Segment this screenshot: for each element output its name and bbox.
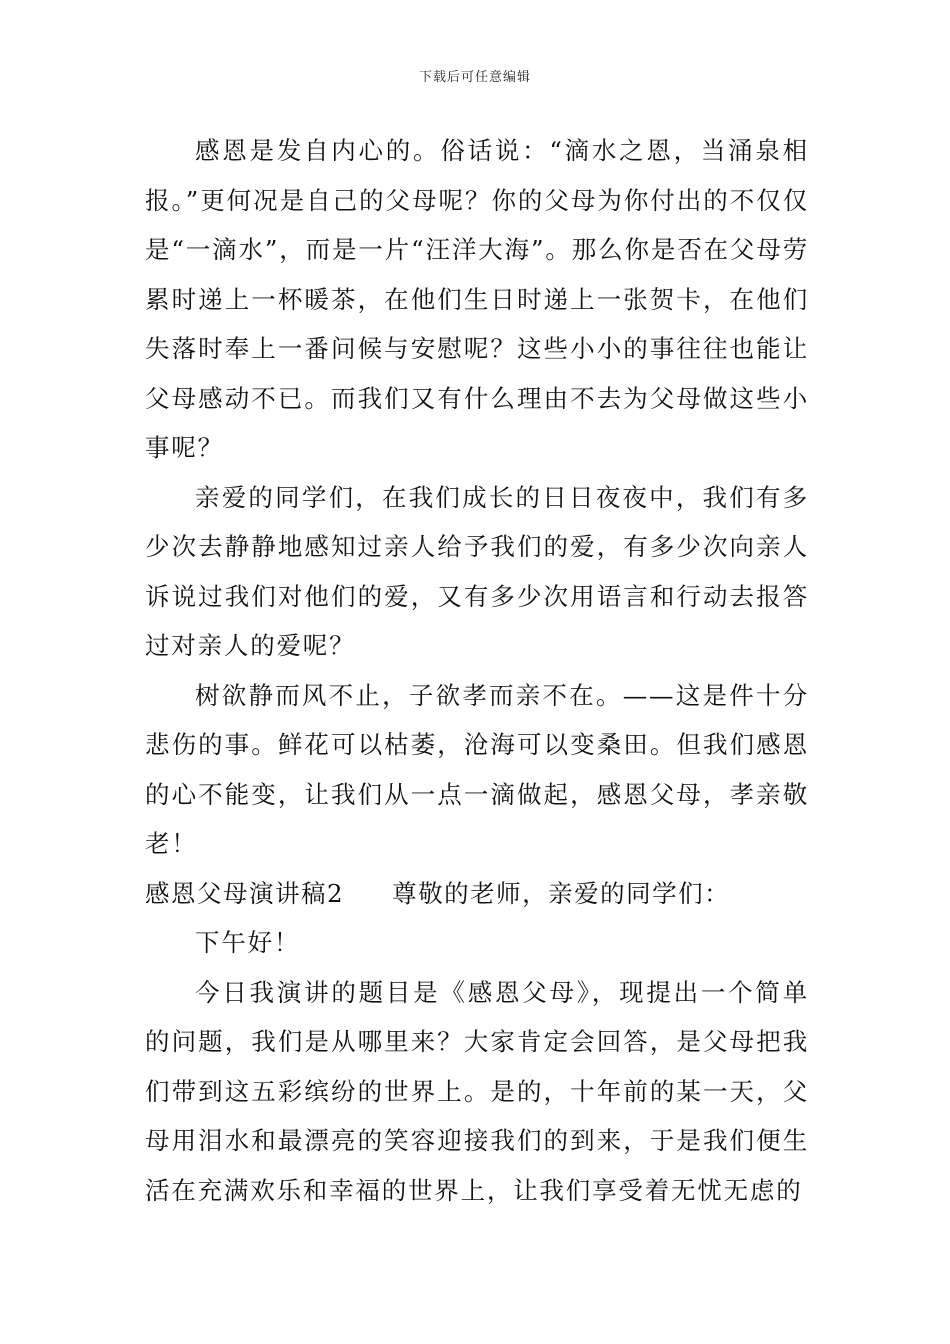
salutation: 尊敬的老师，亲爱的同学们： bbox=[392, 878, 731, 908]
paragraph-speech-topic: 今日我演讲的题目是《感恩父母》，现提出一个简单的问题，我们是从哪里来？大家肯定会回答，是父母把我们带到这五彩缤纷的世界上。是的，十年前的某一天，父母用泪水和最漂亮的笑容迎接我们的到来，于是我们便生活在充满欢乐和幸福的世界上，让我们享受着无忧无虑的 bbox=[145, 977, 809, 1205]
page-header: 下载后可任意编辑 bbox=[418, 70, 531, 85]
paragraph-gratitude-from-heart: 感恩是发自内心的。俗话说：“滴水之恩，当涌泉相报。”更何况是自己的父母呢？你的父母为你付出的不仅仅是“一滴水”，而是一片“汪洋大海”。那么你是否在父母劳累时递上一杯暖茶，在他们生日时递上一张贺卡，在他们失落时奉上一番问候与安慰呢？这些小小的事往往也能让父母感动不已。而我们又有什么理由不去为父母做这些小事呢？ bbox=[145, 136, 809, 462]
greeting: 下午好！ bbox=[195, 928, 301, 957]
paragraph-dear-classmates: 亲爱的同学们，在我们成长的日日夜夜中，我们有多少次去静静地感知过亲人给予我们的爱，有多少次向亲人诉说过我们对他们的爱，又有多少次用语言和行动去报答过对亲人的爱呢？ bbox=[145, 482, 809, 660]
section-title: 感恩父母演讲稿2 bbox=[145, 878, 345, 908]
document-body bbox=[145, 126, 809, 1215]
paragraph-tree-wants-stillness: 树欲静而风不止，子欲孝而亲不在。——这是件十分悲伤的事。鲜花可以枯萎，沧海可以变桑田。但我们感恩的心不能变，让我们从一点一滴做起，感恩父母，孝亲敬老！ bbox=[145, 680, 809, 858]
section-heading-line bbox=[145, 869, 809, 919]
